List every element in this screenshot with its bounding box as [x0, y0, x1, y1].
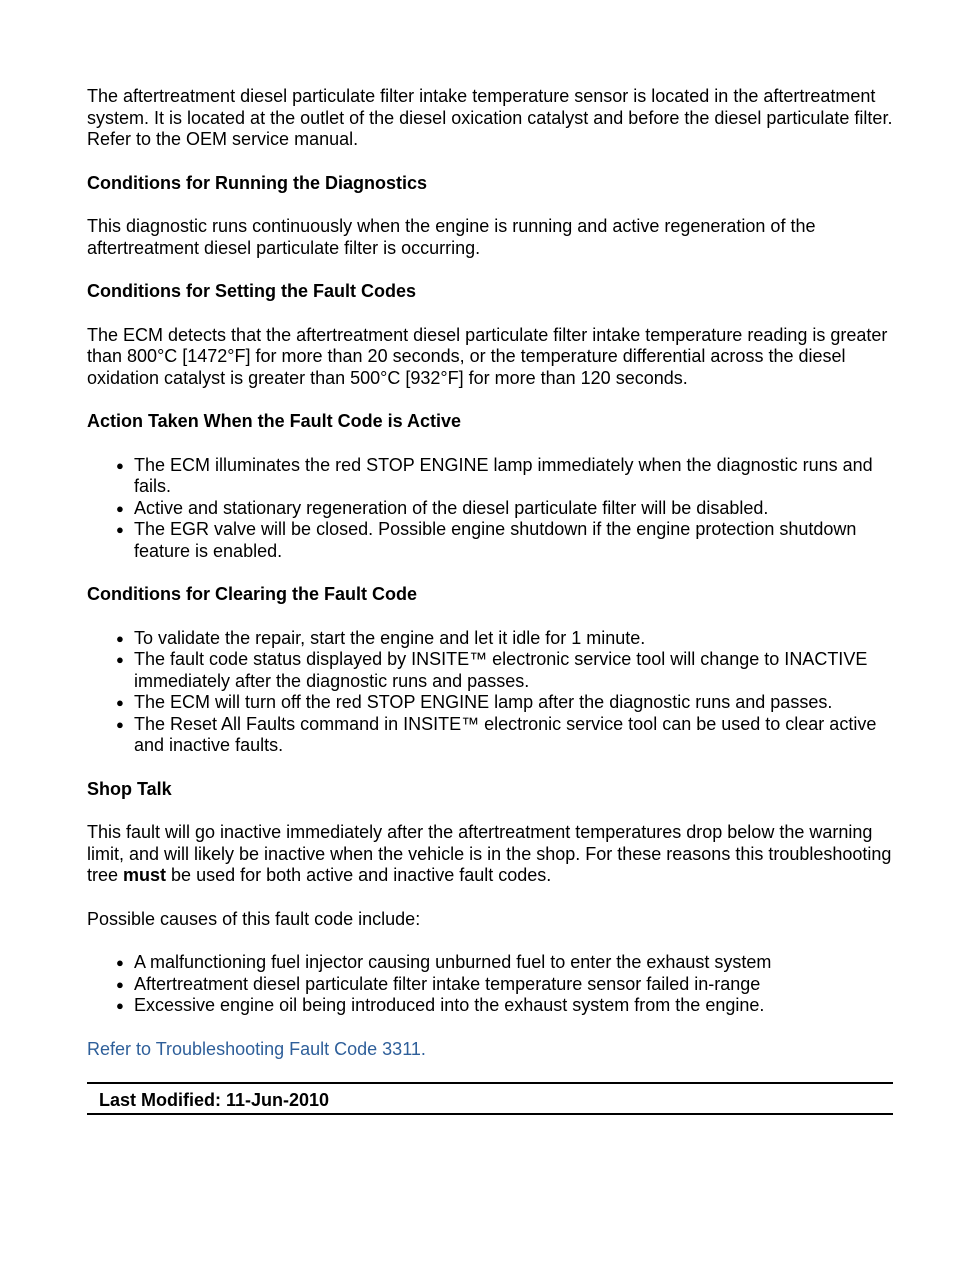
clearing-fault-code-list: [87, 628, 893, 757]
running-diagnostics-text: This diagnostic runs continuously when the engine is running and active regeneration of the aftertreatment diesel particulate filter is occurring.: [87, 216, 816, 258]
bullet-icon: ●: [116, 630, 124, 646]
list-item: ● Active and stationary regeneration of the diesel particulate filter will be disabled.: [116, 497, 769, 518]
possible-causes-list: [87, 952, 893, 1017]
bullet-icon: ●: [116, 695, 124, 710]
bullet-icon: ●: [116, 716, 124, 732]
last-modified-footer: Last Modified: 11-Jun-2010: [87, 1082, 893, 1115]
list-item: ● The ECM will turn off the red STOP ENGINE lamp after the diagnostic runs and passes.: [116, 692, 833, 712]
bullet-icon: ●: [116, 998, 124, 1013]
list-item: ● Excessive engine oil being introduced into the exhaust system from the engine.: [116, 995, 765, 1015]
bullet-icon: ●: [116, 457, 124, 473]
heading-running-diagnostics: Conditions for Running the Diagnostics: [87, 172, 427, 193]
list-item: ● The Reset All Faults command in INSITE™ electronic service tool can be used to clear active and inactive faults.: [116, 713, 877, 755]
heading-shop-talk: Shop Talk: [87, 778, 172, 799]
list-item: ● The ECM illuminates the red STOP ENGINE lamp immediately when the diagnostic runs and fails.: [116, 454, 873, 496]
emphasis-must: must: [123, 865, 167, 885]
heading-setting-fault-codes: Conditions for Setting the Fault Codes: [87, 281, 416, 301]
action-taken-list: [87, 455, 893, 563]
list-item: ● The EGR valve will be closed. Possible engine shutdown if the engine protection shutdown feature is enabled.: [116, 519, 857, 561]
bullet-icon: ●: [116, 955, 124, 970]
heading-clearing-fault-code: Conditions for Clearing the Fault Code: [87, 584, 417, 604]
bullet-icon: ●: [116, 500, 124, 516]
shop-talk-text: This fault will go inactive immediately after the aftertreatment temperatures drop below the warning limit, and will likely be inactive when the vehicle is in the shop. For these reasons this troubleshooting tree must be used for both active and inactive fault codes.: [87, 822, 892, 885]
troubleshooting-link[interactable]: Refer to Troubleshooting Fault Code 3311.: [87, 1038, 426, 1059]
list-item: ● Aftertreatment diesel particulate filter intake temperature sensor failed in-range: [116, 973, 761, 994]
possible-causes-intro: Possible causes of this fault code include:: [87, 908, 421, 929]
bullet-icon: ●: [116, 522, 124, 537]
setting-fault-codes-text: The ECM detects that the aftertreatment diesel particulate filter intake temperature reading is greater than 800°C [1472°F] for more than 20 seconds, or the temperature differential across the diesel oxidation catalyst is greater than 500°C [932°F] for more than 120 seconds.: [87, 324, 888, 388]
list-item: ● A malfunctioning fuel injector causing unburned fuel to enter the exhaust system: [116, 952, 772, 972]
list-item: ● To validate the repair, start the engine and let it idle for 1 minute.: [116, 627, 646, 648]
bullet-icon: ●: [116, 976, 124, 992]
list-item: ● The fault code status displayed by INSITE™ electronic service tool will change to INACTIVE immediately after the diagnostic runs and passes.: [116, 649, 868, 691]
bullet-icon: ●: [116, 652, 124, 667]
intro-paragraph: The aftertreatment diesel particulate filter intake temperature sensor is located in the aftertreatment system. It is located at the outlet of the diesel oxication catalyst and before the diesel particulate filter. Refer to the OEM service manual.: [87, 86, 893, 149]
document-body: [87, 86, 893, 1115]
heading-action-taken: Action Taken When the Fault Code is Active: [87, 411, 462, 431]
